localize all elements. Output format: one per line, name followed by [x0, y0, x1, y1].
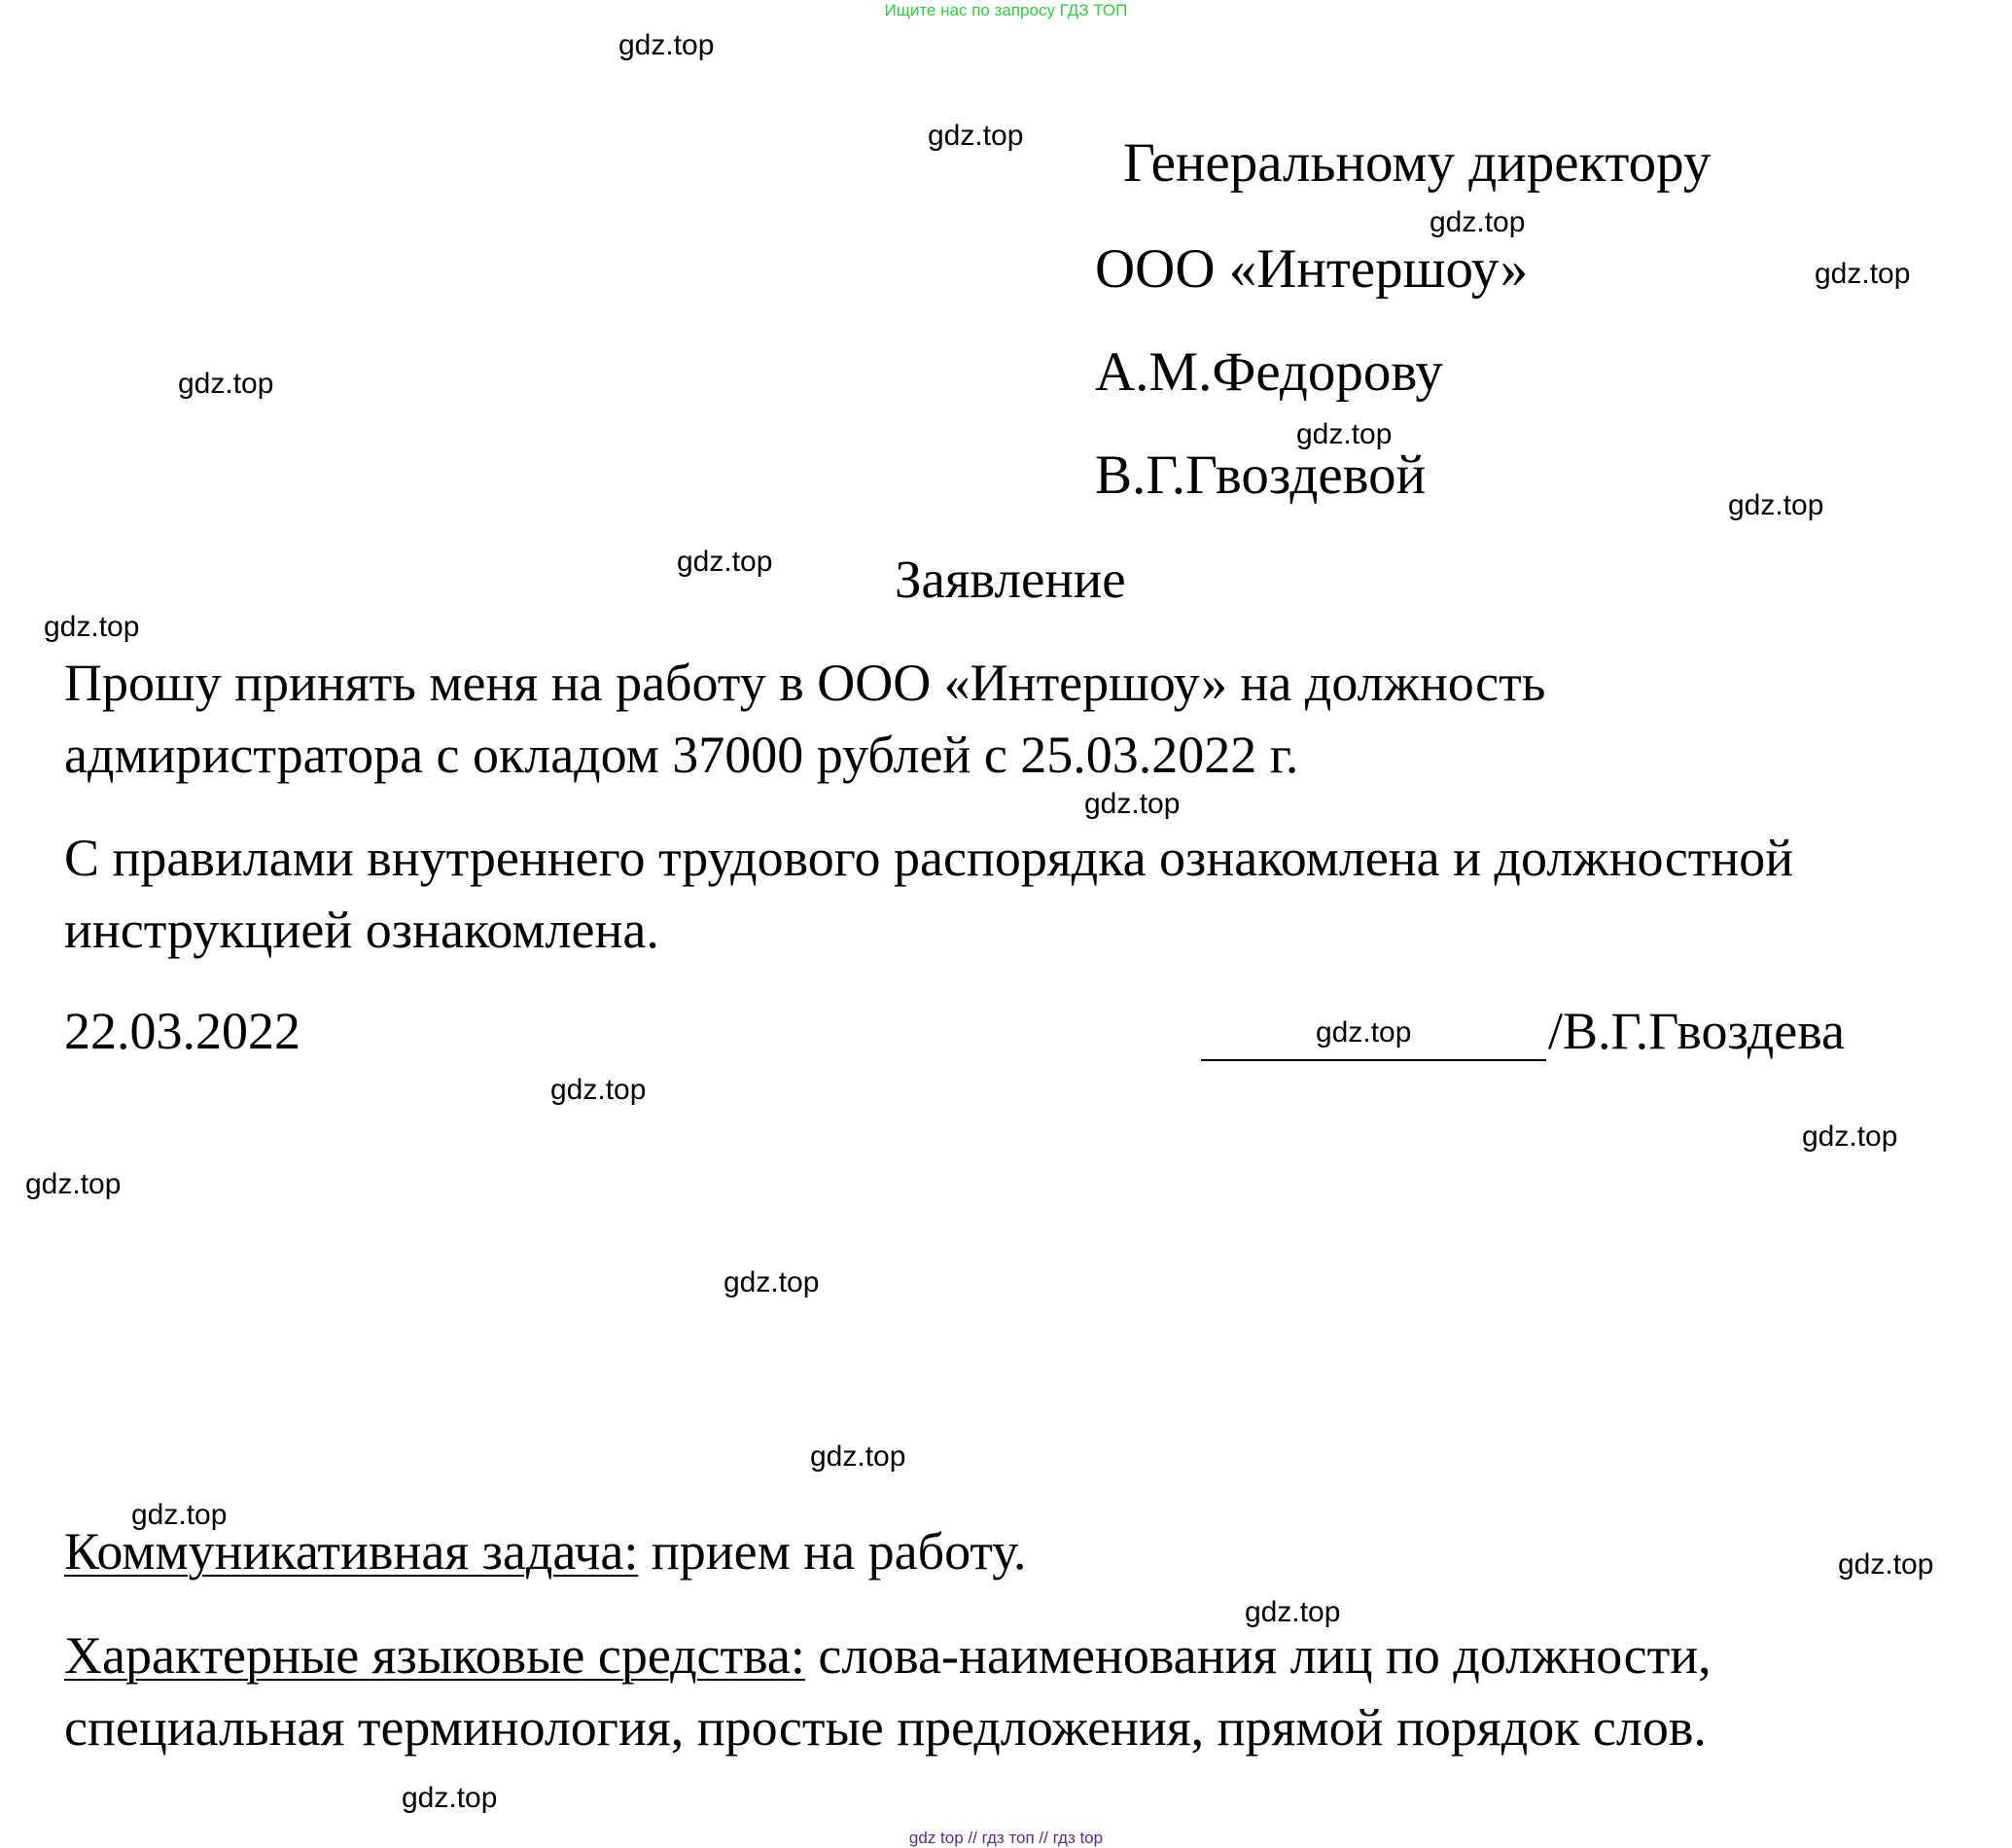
- communicative-task-value: прием на работу.: [638, 1522, 1027, 1581]
- watermark: gdz.top: [1430, 206, 1526, 238]
- language-means-line1: [64, 1626, 1712, 1685]
- watermark: gdz.top: [1802, 1120, 1898, 1153]
- watermark: gdz.top: [25, 1168, 122, 1200]
- communicative-task: [64, 1522, 1027, 1581]
- footer-text: gdz top // гдз топ // гдз top: [908, 1829, 1104, 1847]
- acknowledgement-line1: С правилами внутреннего трудового распорядка ознакомлена и должностной: [64, 829, 1794, 887]
- acknowledgement-line2: инструкцией ознакомлена.: [64, 901, 659, 959]
- watermark: gdz.top: [1245, 1596, 1341, 1628]
- signature-name: /В.Г.Гвоздева: [1548, 1002, 1845, 1060]
- language-means-line2: специальная терминология, простые предложения, прямой порядок слов.: [64, 1698, 1707, 1757]
- watermark: gdz.top: [1728, 489, 1824, 521]
- communicative-task-label: Коммуникативная задача:: [64, 1522, 639, 1581]
- addressee-position: Генеральному директору: [1123, 132, 1712, 194]
- watermark: gdz.top: [1084, 788, 1181, 820]
- addressee-company: ООО «Интершоу»: [1095, 238, 1529, 300]
- watermark: gdz.top: [810, 1440, 906, 1473]
- watermark: gdz.top: [131, 1499, 228, 1531]
- language-means-label: Характерные языковые средства:: [64, 1626, 805, 1685]
- watermark: gdz.top: [1815, 258, 1911, 290]
- header-banner: Ищите нас по запросу ГДЗ ТОП: [884, 1, 1128, 19]
- watermark: gdz.top: [928, 120, 1024, 152]
- watermark: gdz.top: [618, 29, 715, 61]
- watermark: gdz.top: [724, 1266, 820, 1298]
- document-title: Заявление: [895, 550, 1126, 609]
- application-date: 22.03.2022: [64, 1002, 300, 1060]
- request-text-line2: адмиристратора с окладом 37000 рублей с 25.03.2022 г.: [64, 726, 1299, 784]
- sender-name: В.Г.Гвоздевой: [1095, 444, 1427, 506]
- watermark: gdz.top: [550, 1074, 647, 1106]
- watermark: gdz.top: [677, 546, 773, 578]
- addressee-director: А.М.Федорову: [1095, 341, 1443, 403]
- watermark: gdz.top: [178, 368, 274, 400]
- request-text-line1: Прошу принять меня на работу в ООО «Интершоу» на должность: [64, 654, 1546, 712]
- watermark: gdz.top: [1296, 418, 1393, 450]
- watermark: gdz.top: [1316, 1016, 1412, 1048]
- watermark: gdz.top: [1838, 1548, 1934, 1581]
- language-means-value: слова-наименования лиц по должности,: [804, 1626, 1712, 1685]
- signature-line: [1201, 1059, 1546, 1061]
- watermark: gdz.top: [402, 1782, 498, 1814]
- watermark: gdz.top: [44, 611, 140, 643]
